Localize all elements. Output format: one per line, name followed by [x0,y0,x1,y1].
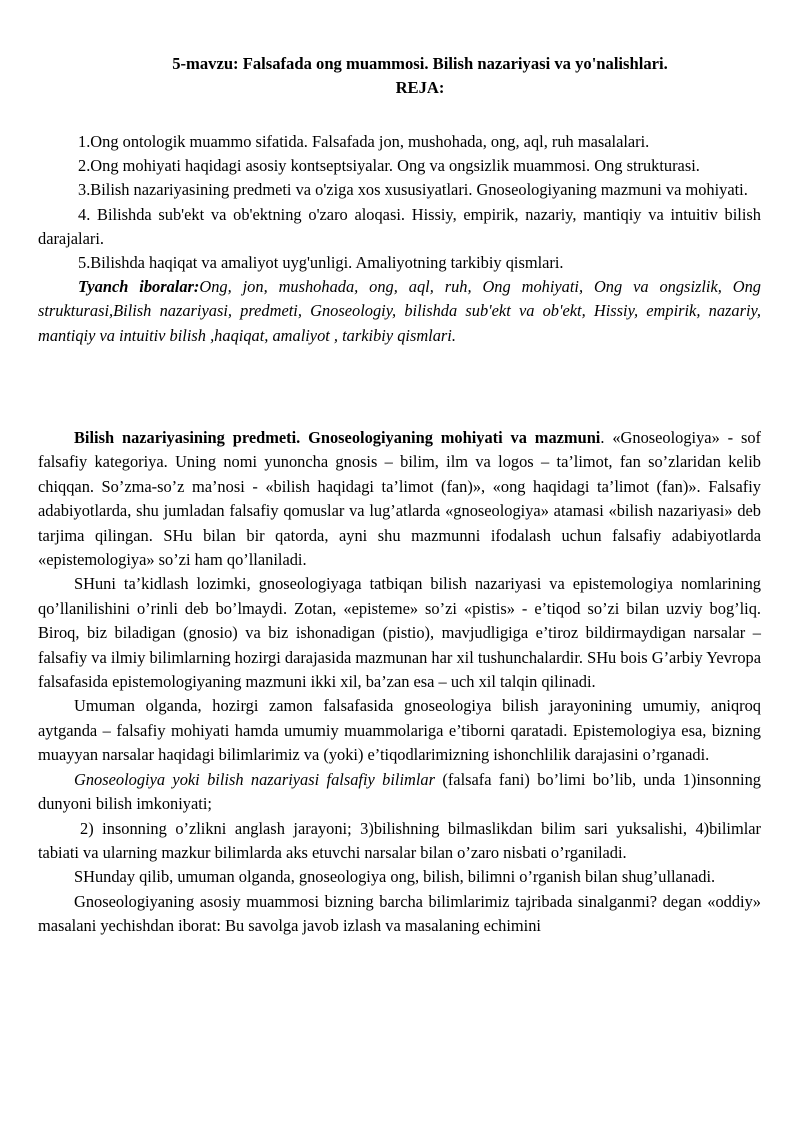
paragraph-text: (falsafa fani) bo’limi bo’lib, unda 1)insonning dunyoni bilish imkoniyati; [38,769,761,814]
section-heading-end: . [600,428,605,447]
plan-item: 1.Ong ontologik muammo sifatida. Falsafada jon, mushohada, ong, aql, ruh masalalari. [78,132,650,151]
emphasis-text: Gnoseologiya yoki bilish nazariyasi falsafiy bilimlar [74,769,436,789]
section-paragraph [38,768,761,817]
document-title: 5-mavzu: Falsafada ong muammosi. Bilish nazariyasi va yo'nalishlari. [172,54,668,73]
keywords-paragraph [38,275,761,348]
section-paragraph: Umuman olganda, hozirgi zamon falsafasida gnoseologiya bilish jarayonining umumiy, aniqroq aytganda – falsafiy mohiyati hamda umumiy muammolariga e’tiborni qaratadi. Epistemologiya esa, bizning muayyan narsalar haqidagi bilimlarimiz va (yoki) e’tiqodlarimizning ishonchlilik darajasini o’rganadi. [38,696,761,765]
keywords-label: Tyanch iboralar: [78,277,200,297]
section-paragraph: SHunday qilib, umuman olganda, gnoseologiya ong, bilish, bilimni o’rganish bilan shug’ullanadi. [74,867,716,887]
section-paragraph: SHuni ta’kidlash lozimki, gnoseologiyaga tatbiqan bilish nazariyasi va epistemologiya nomlarining qo’llanilishini o’rinli deb bo’lmaydi. Zotan, «episteme» so’zi «pistis» - e’tiqod so’zi bilan uzviy bog’liq. Biroq, biz biladigan (gnosio) va biz ishonadigan (pistio), mavjudligiga e’tiroz bildirmaydigan narsalar – falsafiy va ilmiy bilimlarning hozirgi darajasida mazmunan har xil tushunchalardir. SHu bois G’arbiy Yevropa falsafasida epistemologiyaning mazmuni ikki xil, ba’zan esa – uch xil talqin qilinadi. [38,574,762,692]
plan-heading: REJA: [395,78,445,97]
plan-list [38,130,761,348]
section-body [38,426,761,939]
section-heading: Bilish nazariyasining predmeti. Gnoseologiyaning mohiyati va mazmuni [74,428,601,447]
plan-item: 3.Bilish nazariyasining predmeti va o'ziga xos xususiyatlari. Gnoseologiyaning mazmuni va mohiyati. [78,180,748,200]
plan-item: 5.Bilishda haqiqat va amaliyot uyg'unligi. Amaliyotning tarkibiy qismlari. [78,253,564,273]
section-paragraph: Gnoseologiyaning asosiy muammosi bizning barcha bilimlarimiz tajribada sinalganmi? degan «oddiy» masalani yechishdan iborat: Bu savolga javob izlash va masalaning echimini [38,891,761,936]
plan-item: 4. Bilishda sub'ekt va ob'ektning o'zaro aloqasi. Hissiy, empirik, nazariy, mantiqiy va intuitiv bilish darajalari. [38,204,761,248]
plan-item: 2.Ong mohiyati haqidagi asosiy kontseptsiyalar. Ong va ongsizlik muammosi. Ong strukturasi. [78,156,700,176]
section-paragraph [38,426,761,572]
paragraph-text: «Gnoseologiya» - sof falsafiy kategoriya. Uning nomi yunoncha gnosis – bilim, ilm va logos – ta’limot, fan so’zlaridan kelib chiqqan. So’zma-so’z ma’nosi - «bilish haqidagi ta’limot (fan)», «ong haqidagi ta’limot (fan)». Falsafiy adabiyotlarda, shu jumladan falsafiy qomuslar va lug’atlarda «gnoseologiya» atamasi «bilish nazariyasi» deb tarjima qilingan. SHu bilan bir qatorda, ayni shu mazmunni ifodalash uchun falsafiy adabiyotlarda «epistemologiya» so’zi ham qo’llaniladi. [38,428,761,570]
keywords-text: Ong, jon, mushohada, ong, aql, ruh, Ong mohiyati, Ong va ongsizlik, Ong strukturasi,Bilish nazariyasi, predmeti, Gnoseologiy, bilishda sub'ekt va ob'ekt, Hissiy, empirik, nazariy, mantiqiy va intuitiv bilish ,haqiqat, amaliyot , tarkibiy qismlari. [38,277,761,345]
section-paragraph: 2) insonning o’zlikni anglash jarayoni; 3)bilishning bilmaslikdan bilim sari yuksalishi, 4)bilimlar tabiati va ularning mazkur bilimlarda aks etuvchi narsalar bilan o’zaro nisbati o’rganiladi. [38,818,761,862]
